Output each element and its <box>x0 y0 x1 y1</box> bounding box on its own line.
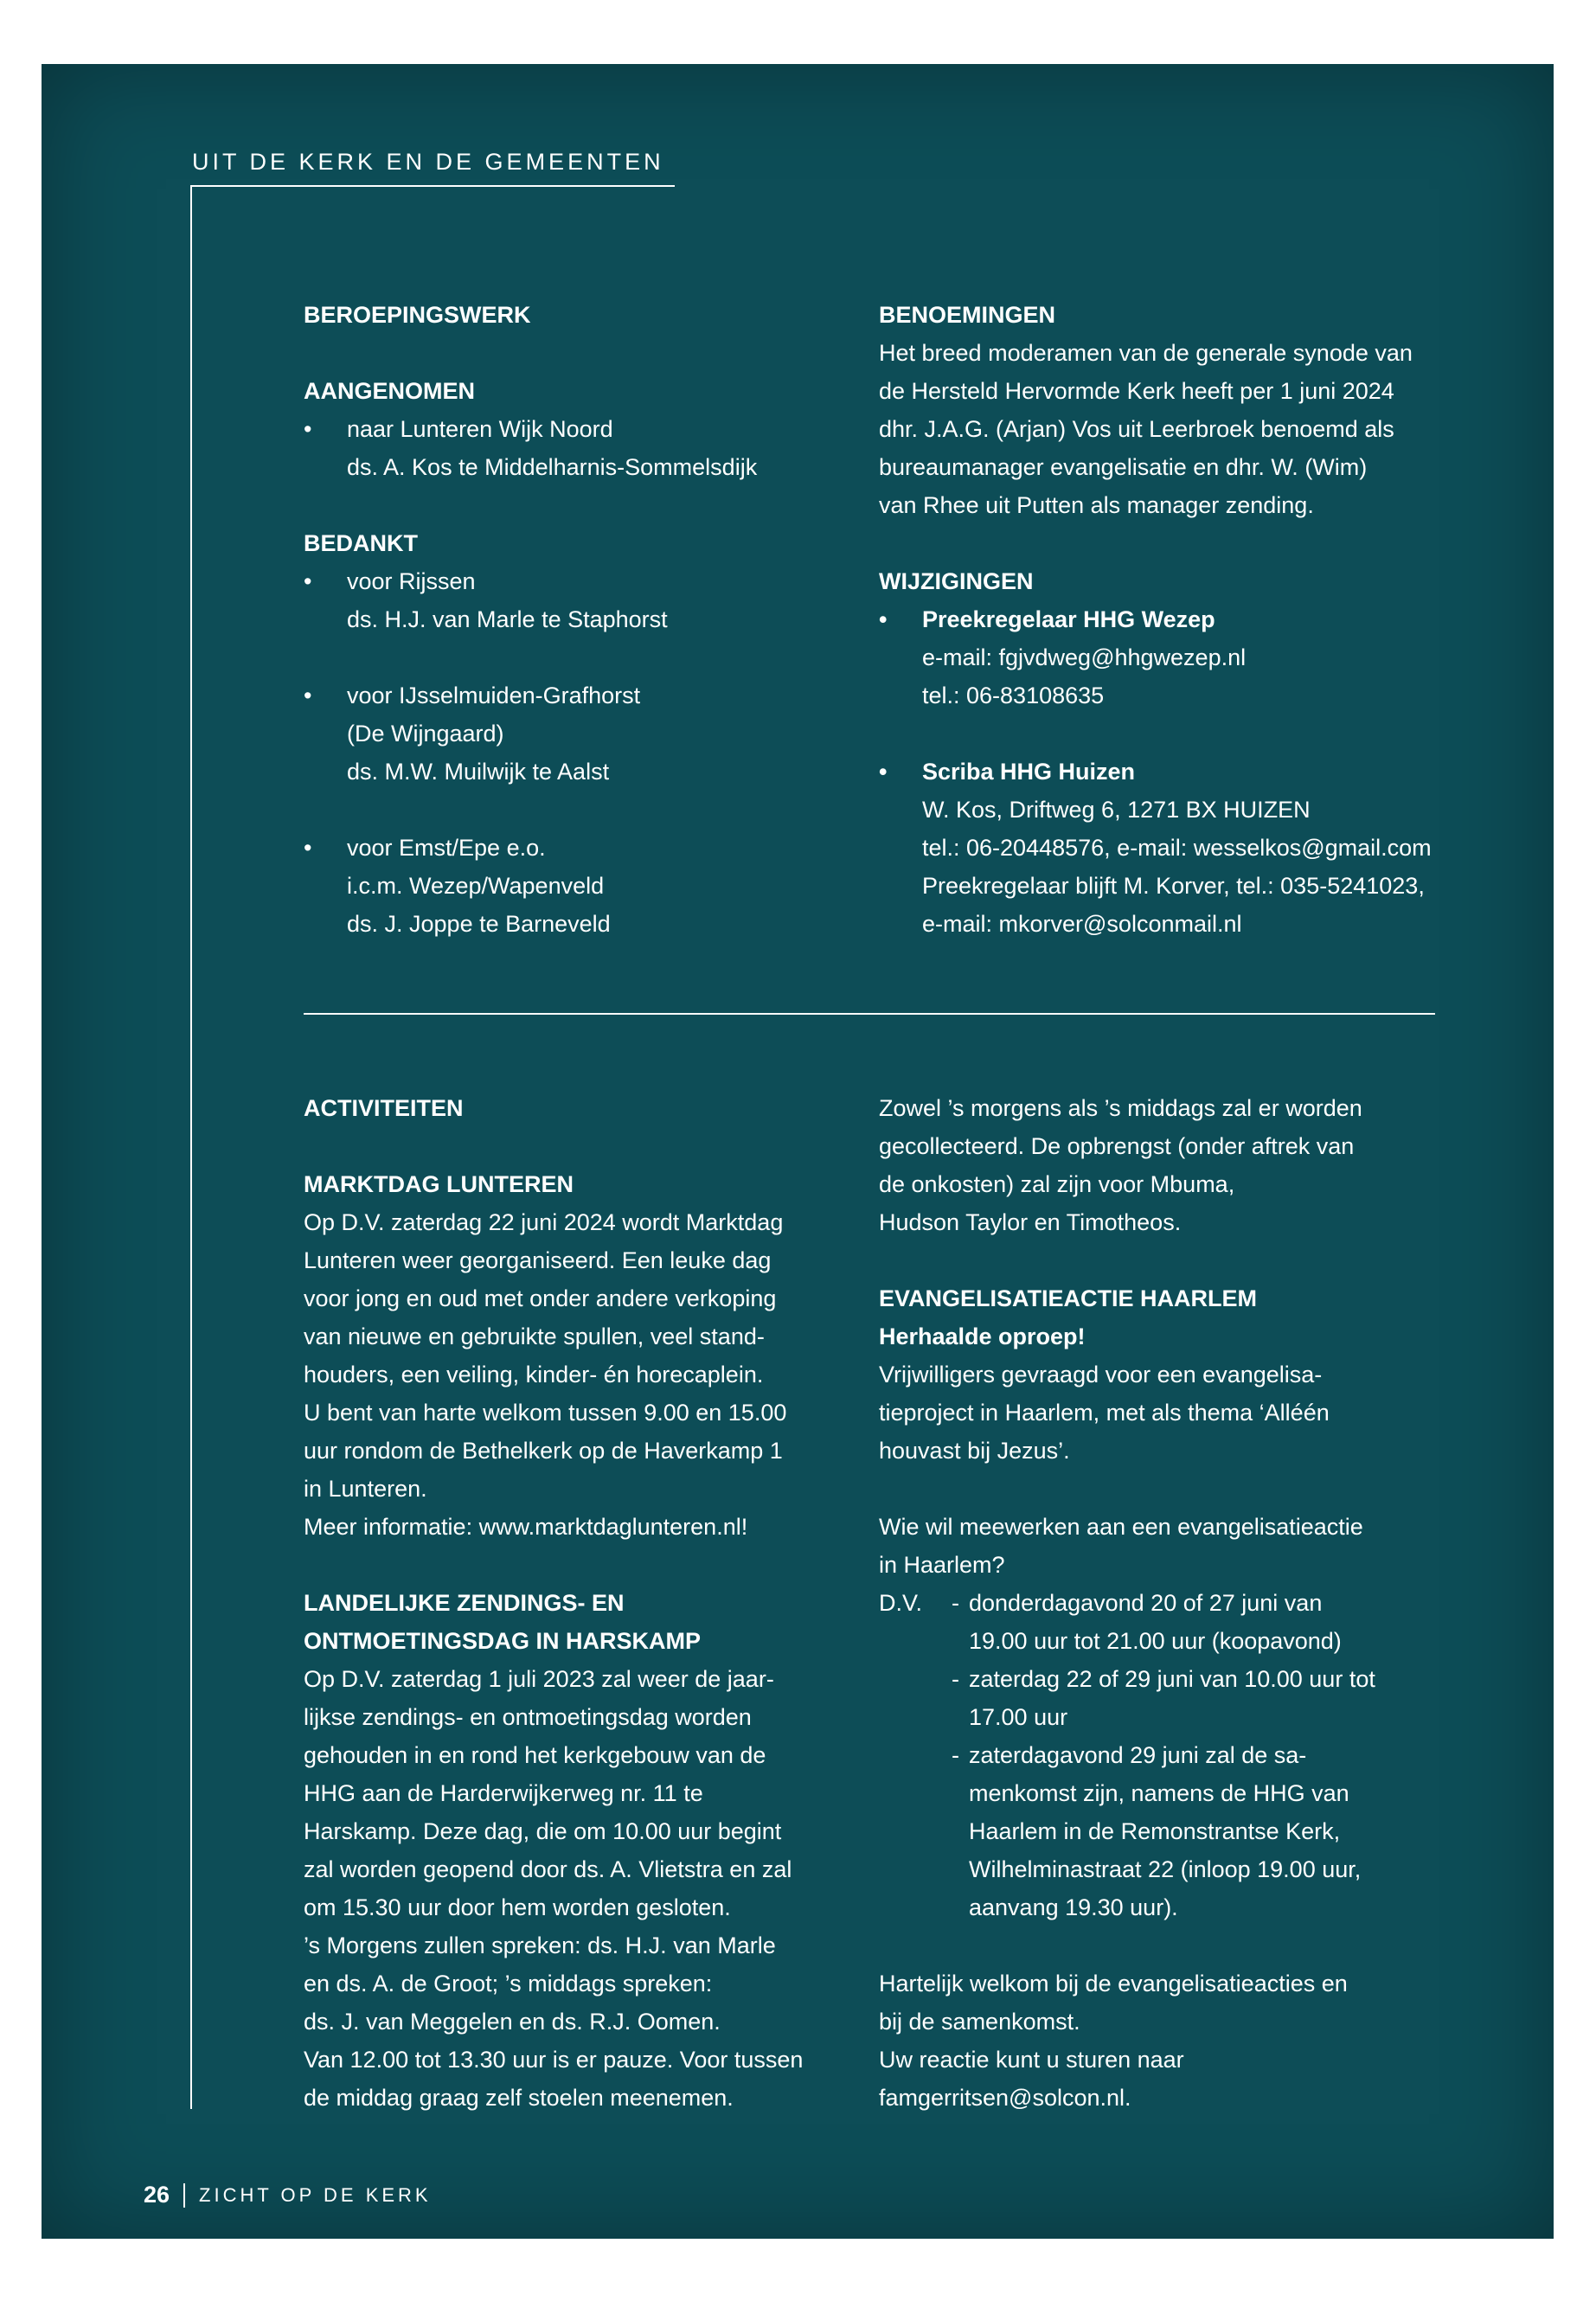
dash-icon: - <box>952 1742 959 1768</box>
list-item-detail: i.c.m. Wezep/Wapenveld <box>347 873 605 899</box>
date-item: - zaterdagavond 29 juni zal de sa- <box>879 1736 1502 1774</box>
list-item: • naar Lunteren Wijk Noord <box>304 410 857 448</box>
bedankt-heading: BEDANKT <box>304 530 418 556</box>
marktdag-heading: MARKTDAG LUNTEREN <box>304 1171 574 1197</box>
collecte-text: Hudson Taylor en Timotheos. <box>879 1209 1182 1235</box>
date-item-detail: Haarlem in de Remonstrantse Kerk, <box>969 1818 1341 1844</box>
aangenomen-heading: AANGENOMEN <box>304 378 476 404</box>
list-item: • Preekregelaar HHG Wezep <box>879 600 1502 638</box>
evangelisatie-subheading: Herhaalde oproep! <box>879 1324 1086 1349</box>
evangelisatie-text: houvast bij Jezus’. <box>879 1438 1070 1464</box>
evangelisatie-text: tieproject in Haarlem, met als thema ‘Alléén <box>879 1400 1330 1426</box>
bullet-icon: • <box>304 568 312 594</box>
date-item-detail: aanvang 19.30 uur). <box>969 1894 1178 1920</box>
marktdag-text: uur rondom de Bethelkerk op de Haverkamp 1 <box>304 1438 783 1464</box>
page-footer <box>144 2182 432 2208</box>
marktdag-text: in Lunteren. <box>304 1476 427 1502</box>
contact-address: W. Kos, Driftweg 6, 1271 BX HUIZEN <box>922 797 1311 823</box>
marktdag-text: houders, een veiling, kinder- én horecaplein. <box>304 1362 764 1388</box>
question-text: Wie wil meewerken aan een evangelisatieactie <box>879 1514 1363 1540</box>
list-item: • Scriba HHG Huizen <box>879 753 1502 791</box>
collecte-text: Zowel ’s morgens als ’s middags zal er worden <box>879 1095 1362 1121</box>
benoemingen-text: van Rhee uit Putten als manager zending. <box>879 492 1314 518</box>
dv-label: D.V. <box>879 1590 923 1616</box>
activiteiten-heading: ACTIVITEITEN <box>304 1095 464 1121</box>
marktdag-text: Meer informatie: www.marktdaglunteren.nl! <box>304 1514 748 1540</box>
zendingsdag-text: Harskamp. Deze dag, die om 10.00 uur begint <box>304 1818 782 1844</box>
zendingsdag-text: Op D.V. zaterdag 1 juli 2023 zal weer de jaar- <box>304 1666 774 1692</box>
list-item: • voor Rijssen <box>304 562 857 600</box>
contact-email: e-mail: fgjvdweg@hhgwezep.nl <box>922 644 1247 670</box>
contact-phone: tel.: 06-83108635 <box>922 683 1105 708</box>
date-item-detail: Wilhelminastraat 22 (inloop 19.00 uur, <box>969 1856 1362 1882</box>
marktdag-text: Lunteren weer georganiseerd. Een leuke dag <box>304 1247 772 1273</box>
dash-icon: - <box>952 1590 959 1616</box>
list-item-detail: ds. H.J. van Marle te Staphorst <box>347 606 668 632</box>
benoemingen-text: bureaumanager evangelisatie en dhr. W. (Wim) <box>879 454 1368 480</box>
beroepingswerk-column <box>304 296 857 943</box>
magazine-name: ZICHT OP DE KERK <box>199 2183 432 2206</box>
zendingsdag-text: om 15.30 uur door hem worden gesloten. <box>304 1894 731 1920</box>
list-item-detail: (De Wijngaard) <box>347 721 504 747</box>
section-label: UIT DE KERK EN DE GEMEENTEN <box>192 149 664 175</box>
closing-text: bij de samenkomst. <box>879 2009 1080 2035</box>
contact-email: e-mail: mkorver@solconmail.nl <box>922 911 1242 937</box>
list-item: • voor IJsselmuiden-Grafhorst <box>304 676 857 715</box>
benoemingen-column <box>879 296 1502 943</box>
marktdag-text: voor jong en oud met onder andere verkoping <box>304 1285 777 1311</box>
zendingsdag-text: ds. J. van Meggelen en ds. R.J. Oomen. <box>304 2009 721 2035</box>
question-text: in Haarlem? <box>879 1552 1005 1578</box>
marktdag-text: van nieuwe en gebruikte spullen, veel stand- <box>304 1324 765 1349</box>
zendingsdag-text: ’s Morgens zullen spreken: ds. H.J. van Marle <box>304 1932 776 1958</box>
benoemingen-text: dhr. J.A.G. (Arjan) Vos uit Leerbroek benoemd als <box>879 416 1394 442</box>
contact-note: Preekregelaar blijft M. Korver, tel.: 035-5241023, <box>922 873 1425 899</box>
bullet-icon: • <box>304 416 312 442</box>
bullet-icon: • <box>304 683 312 708</box>
date-item: - zaterdag 22 of 29 juni van 10.00 uur tot <box>879 1660 1502 1698</box>
list-item-detail: ds. J. Joppe te Barneveld <box>347 911 611 937</box>
section-divider <box>304 1013 1435 1015</box>
section-underline <box>192 185 675 187</box>
list-item: • voor Emst/Epe e.o. <box>304 829 857 867</box>
zendingsdag-heading: LANDELIJKE ZENDINGS- EN <box>304 1590 625 1616</box>
contact-phone: tel.: 06-20448576, e-mail: wesselkos@gmail.com <box>922 835 1432 861</box>
marktdag-text: Op D.V. zaterdag 22 juni 2024 wordt Marktdag <box>304 1209 784 1235</box>
bullet-icon: • <box>304 835 312 861</box>
benoemingen-heading: BENOEMINGEN <box>879 302 1056 328</box>
marktdag-text: U bent van harte welkom tussen 9.00 en 15.00 <box>304 1400 787 1426</box>
zendingsdag-text: Van 12.00 tot 13.30 uur is er pauze. Voor tussen <box>304 2047 804 2073</box>
list-item-detail: ds. A. Kos te Middelharnis-Sommelsdijk <box>347 454 758 480</box>
vertical-rule <box>190 185 192 2109</box>
date-item-detail: 17.00 uur <box>969 1704 1068 1730</box>
date-item: D.V. - donderdagavond 20 of 27 juni van <box>879 1584 1502 1622</box>
zendingsdag-text: zal worden geopend door ds. A. Vlietstra en zal <box>304 1856 792 1882</box>
zendingsdag-heading: ONTMOETINGSDAG IN HARSKAMP <box>304 1628 701 1654</box>
beroepingswerk-heading: BEROEPINGSWERK <box>304 302 531 328</box>
footer-divider <box>183 2183 185 2208</box>
closing-text: famgerritsen@solcon.nl. <box>879 2085 1131 2111</box>
zendingsdag-text: HHG aan de Harderwijkerweg nr. 11 te <box>304 1780 703 1806</box>
page-number: 26 <box>144 2182 170 2208</box>
activiteiten-column <box>304 1089 857 2117</box>
evangelisatie-column <box>879 1089 1502 2117</box>
dash-icon: - <box>952 1666 959 1692</box>
collecte-text: de onkosten) zal zijn voor Mbuma, <box>879 1171 1235 1197</box>
collecte-text: gecollecteerd. De opbrengst (onder aftrek van <box>879 1133 1355 1159</box>
closing-text: Hartelijk welkom bij de evangelisatieacties en <box>879 1971 1348 1997</box>
date-item-detail: 19.00 uur tot 21.00 uur (koopavond) <box>969 1628 1342 1654</box>
bullet-icon: • <box>879 606 888 632</box>
evangelisatie-heading: EVANGELISATIEACTIE HAARLEM <box>879 1285 1258 1311</box>
list-item-detail: ds. M.W. Muilwijk te Aalst <box>347 759 610 785</box>
zendingsdag-text: en ds. A. de Groot; ’s middags spreken: <box>304 1971 713 1997</box>
zendingsdag-text: lijkse zendings- en ontmoetingsdag worden <box>304 1704 752 1730</box>
page-panel <box>42 64 1554 2239</box>
benoemingen-text: de Hersteld Hervormde Kerk heeft per 1 juni 2024 <box>879 378 1394 404</box>
date-item-detail: menkomst zijn, namens de HHG van <box>969 1780 1349 1806</box>
closing-text: Uw reactie kunt u sturen naar <box>879 2047 1184 2073</box>
wijzigingen-heading: WIJZIGINGEN <box>879 568 1034 594</box>
zendingsdag-text: de middag graag zelf stoelen meenemen. <box>304 2085 734 2111</box>
zendingsdag-text: gehouden in en rond het kerkgebouw van de <box>304 1742 766 1768</box>
evangelisatie-text: Vrijwilligers gevraagd voor een evangelisa- <box>879 1362 1323 1388</box>
bullet-icon: • <box>879 759 888 785</box>
benoemingen-text: Het breed moderamen van de generale synode van <box>879 340 1413 366</box>
